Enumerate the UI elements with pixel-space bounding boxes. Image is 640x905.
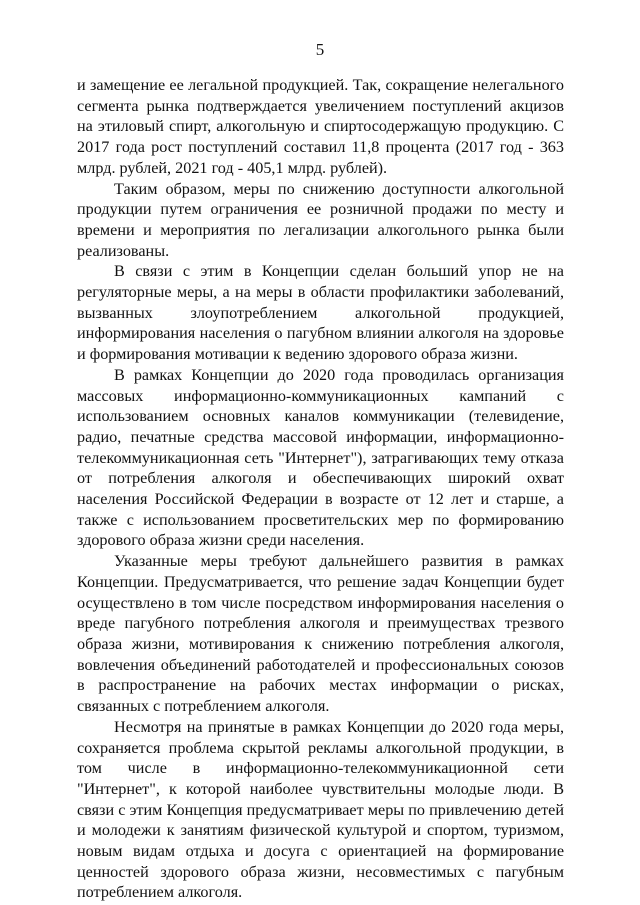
document-body bbox=[77, 75, 564, 903]
paragraph: Указанные меры требуют дальнейшего развития в рамках Концепции. Предусматривается, что решение задач Концепции будет осуществлено в том числе посредством информирования населения о вреде пагубного потребления алкоголя и преимуществах трезвого образа жизни, мотивирования к снижению потребления алкоголя, вовлечения объединений работодателей и профессиональных союзов в распространение на рабочих местах информации о рисках, связанных с потреблением алкоголя. bbox=[77, 552, 564, 716]
paragraph-continuation: и замещение ее легальной продукцией. Так, сокращение нелегального сегмента рынка подтверждается увеличением поступлений акцизов на этиловый спирт, алкогольную и спиртосодержащую продукцию. С 2017 года рост поступлений составил 11,8 процента (2017 год - 363 млрд. рублей, 2021 год - 405,1 млрд. рублей). bbox=[77, 76, 564, 177]
paragraph: В рамках Концепции до 2020 года проводилась организация массовых информационно-коммуникационных кампаний с использованием основных каналов коммуникации (телевидение, радио, печатные средства массовой информации, информационно-телекоммуникационная сеть "Интернет"), затрагивающих тему отказа от потребления алкоголя и обеспечивающих широкий охват населения Российской Федерации в возрасте от 12 лет и старше, а также с использованием просветительских мер по формированию здорового образа жизни среди населения. bbox=[77, 365, 564, 550]
paragraph: Таким образом, меры по снижению доступности алкогольной продукции путем ограничения ее розничной продажи по месту и времени и мероприятия по легализации алкогольного рынка были реализованы. bbox=[77, 179, 564, 260]
page-number: 5 bbox=[315, 40, 325, 59]
paragraph: Несмотря на принятые в рамках Концепции до 2020 года меры, сохраняется проблема скрытой рекламы алкогольной продукции, в том числе в информационно-телекоммуникационной сети "Интернет", к которой наиболее чувствительны молодые люди. В связи с этим Концепция предусматривает меры по привлечению детей и молодежи к занятиям физической культурой и спортом, туризмом, новым видам отдыха и досуга с ориентацией на формирование ценностей здорового образа жизни, несовместимых с пагубным потреблением алкоголя. bbox=[77, 717, 564, 902]
paragraph: В связи с этим в Концепции сделан больший упор не на регуляторные меры, а на меры в области профилактики заболеваний, вызванных злоупотреблением алкогольной продукцией, информирования населения о пагубном влиянии алкоголя на здоровье и формирования мотивации к ведению здорового образа жизни. bbox=[77, 262, 564, 364]
